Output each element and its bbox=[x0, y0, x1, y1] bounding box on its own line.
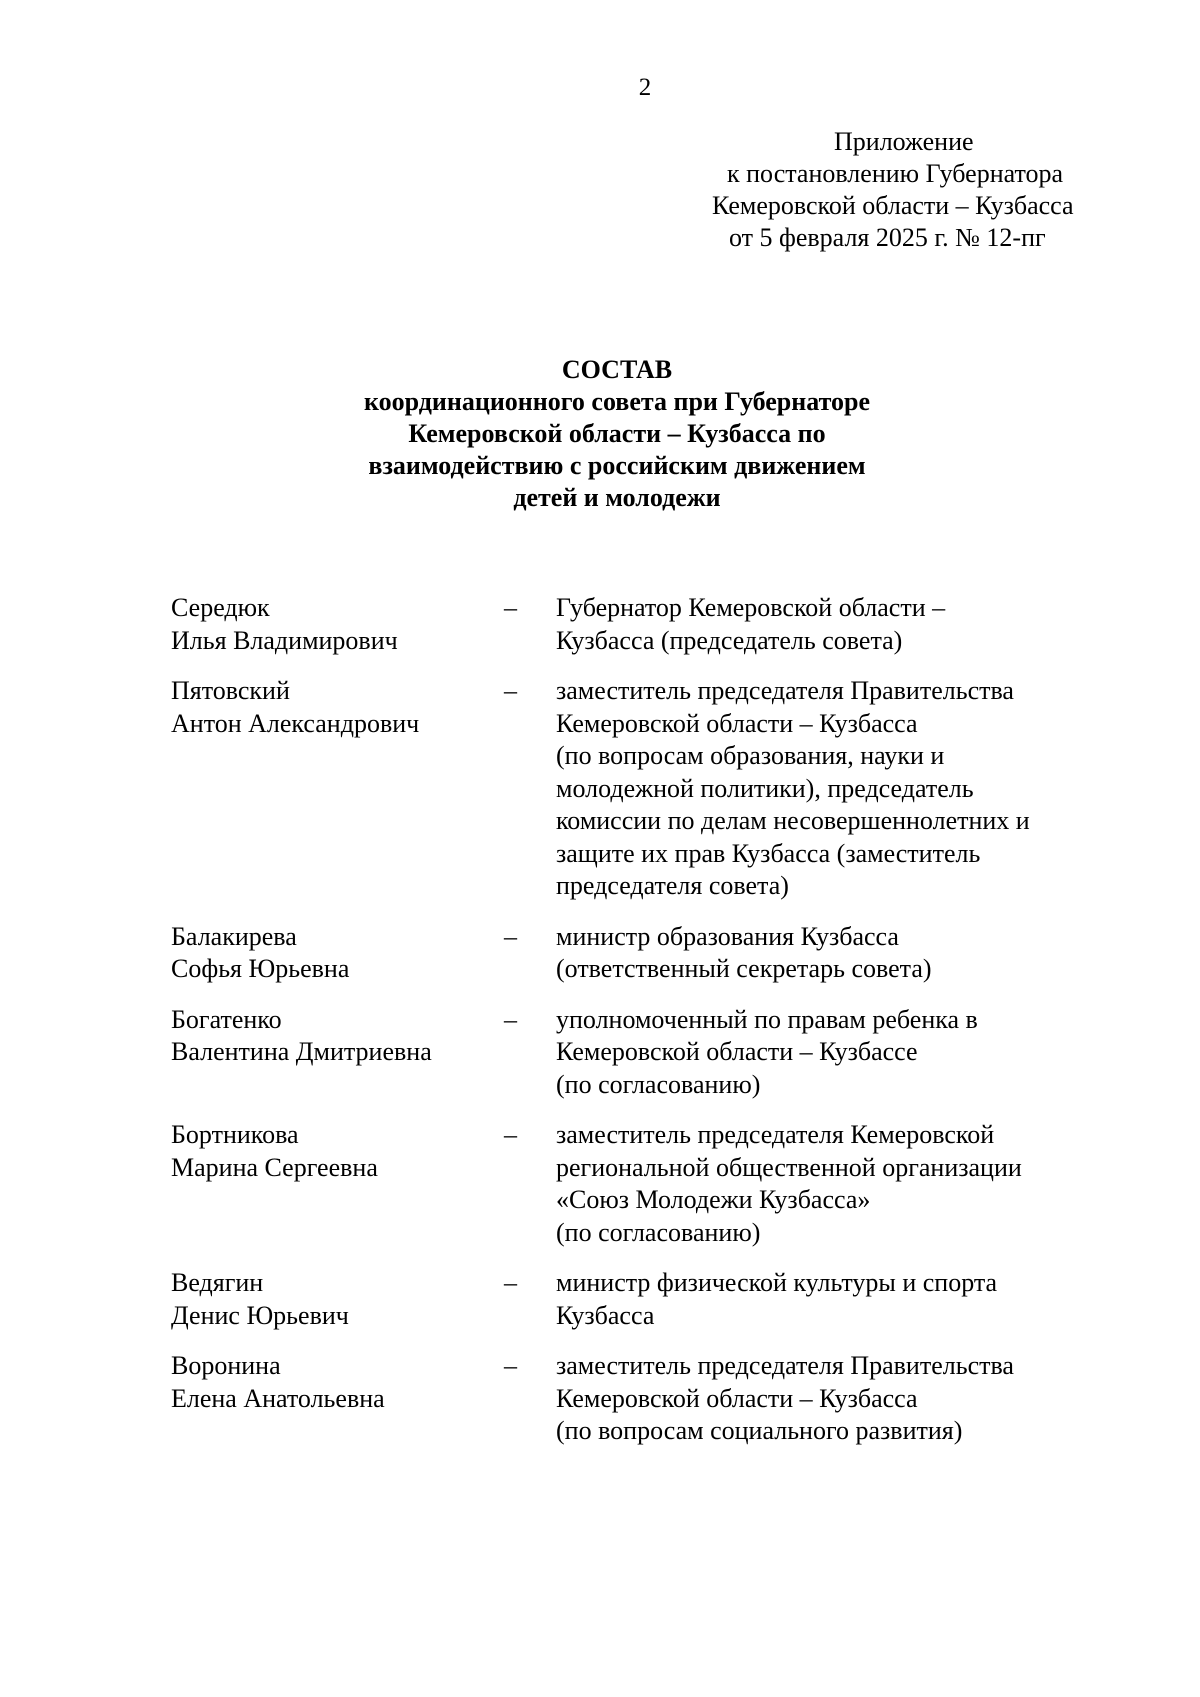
member-role-line: (по согласованию) bbox=[556, 1069, 761, 1099]
member-role-line: Кузбасса bbox=[556, 1300, 655, 1330]
member-entry bbox=[171, 1119, 1131, 1249]
member-dash: – bbox=[504, 921, 517, 951]
member-name bbox=[171, 921, 504, 986]
member-role bbox=[556, 675, 1131, 903]
member-surname: Ведягин bbox=[171, 1268, 264, 1297]
member-role-line: заместитель председателя Правительства bbox=[556, 676, 1014, 705]
members-list bbox=[171, 592, 1131, 1466]
member-role-line: Кузбасса (председатель совета) bbox=[556, 625, 903, 655]
member-entry bbox=[171, 1004, 1131, 1102]
member-dash: – bbox=[504, 1004, 517, 1034]
member-role-line: Губернатор Кемеровской области – bbox=[556, 593, 946, 622]
member-entry bbox=[171, 675, 1131, 903]
member-dash: – bbox=[504, 1120, 517, 1149]
appendix-reference bbox=[700, 126, 1120, 254]
member-surname: Воронина bbox=[171, 1351, 281, 1380]
appendix-line: от 5 февраля 2025 г. № 12-пг bbox=[729, 223, 1046, 252]
member-role-line: министр образования Кузбасса bbox=[556, 921, 899, 951]
page-number: 2 bbox=[638, 74, 652, 101]
member-surname: Пятовский bbox=[171, 676, 290, 705]
member-role-line: региональной общественной организации bbox=[556, 1152, 1022, 1182]
member-role-line: Кемеровской области – Кузбасса bbox=[556, 708, 918, 738]
member-given-names: Антон Александрович bbox=[171, 708, 420, 738]
member-role-line: «Союз Молодежи Кузбасса» bbox=[556, 1185, 871, 1214]
member-given-names: Илья Владимирович bbox=[171, 625, 398, 655]
member-dash: – bbox=[504, 1351, 517, 1380]
member-role bbox=[556, 592, 1131, 657]
member-given-names: Валентина Дмитриевна bbox=[171, 1037, 432, 1066]
appendix-line: Кемеровской области – Кузбасса bbox=[712, 191, 1074, 220]
member-role bbox=[556, 1119, 1131, 1249]
member-role bbox=[556, 1267, 1131, 1332]
title-line: детей и молодежи bbox=[513, 483, 721, 512]
member-role-line: комиссии по делам несовершеннолетних и bbox=[556, 806, 1030, 835]
member-given-names: Елена Анатольевна bbox=[171, 1383, 385, 1413]
title-line: взаимодействию с российским движением bbox=[368, 451, 866, 480]
member-role-line: председателя совета) bbox=[556, 871, 789, 900]
document-title bbox=[200, 354, 1034, 514]
member-entry bbox=[171, 1267, 1131, 1332]
member-dash: – bbox=[504, 593, 517, 622]
member-name bbox=[171, 1119, 504, 1249]
member-surname: Бортникова bbox=[171, 1120, 299, 1149]
member-dash: – bbox=[504, 1268, 517, 1297]
member-entry bbox=[171, 1350, 1131, 1448]
member-role-line: (по согласованию) bbox=[556, 1217, 761, 1247]
title-line: СОСТАВ bbox=[561, 355, 673, 384]
member-role-line: заместитель председателя Кемеровской bbox=[556, 1120, 995, 1149]
member-role-line: (по вопросам образования, науки и bbox=[556, 741, 945, 770]
member-entry bbox=[171, 592, 1131, 657]
member-role bbox=[556, 1350, 1131, 1448]
member-role-line: заместитель председателя Правительства bbox=[556, 1351, 1014, 1380]
member-surname: Середюк bbox=[171, 593, 270, 622]
member-role-line: молодежной политики), председатель bbox=[556, 773, 974, 803]
member-given-names: Софья Юрьевна bbox=[171, 954, 350, 983]
member-surname: Богатенко bbox=[171, 1004, 282, 1034]
member-entry bbox=[171, 921, 1131, 986]
member-given-names: Денис Юрьевич bbox=[171, 1300, 349, 1330]
member-role bbox=[556, 1004, 1131, 1102]
member-name bbox=[171, 1267, 504, 1332]
member-role-line: уполномоченный по правам ребенка в bbox=[556, 1004, 978, 1034]
appendix-line: к постановлению Губернатора bbox=[727, 159, 1064, 188]
member-role-line: Кемеровской области – Кузбасса bbox=[556, 1383, 918, 1413]
appendix-line: Приложение bbox=[834, 127, 974, 156]
member-name bbox=[171, 1004, 504, 1102]
member-role-line: защите их прав Кузбасса (заместитель bbox=[556, 838, 981, 868]
member-role-line: (ответственный секретарь совета) bbox=[556, 954, 932, 983]
member-surname: Балакирева bbox=[171, 921, 297, 951]
member-name bbox=[171, 675, 504, 903]
title-line: Кемеровской области – Кузбасса по bbox=[408, 419, 826, 448]
member-role bbox=[556, 921, 1131, 986]
member-dash: – bbox=[504, 676, 517, 705]
member-role-line: министр физической культуры и спорта bbox=[556, 1268, 998, 1297]
member-name bbox=[171, 592, 504, 657]
member-name bbox=[171, 1350, 504, 1448]
member-role-line: Кемеровской области – Кузбассе bbox=[556, 1037, 918, 1066]
title-line: координационного совета при Губернаторе bbox=[363, 387, 871, 416]
member-given-names: Марина Сергеевна bbox=[171, 1152, 378, 1182]
member-role-line: (по вопросам социального развития) bbox=[556, 1416, 963, 1445]
